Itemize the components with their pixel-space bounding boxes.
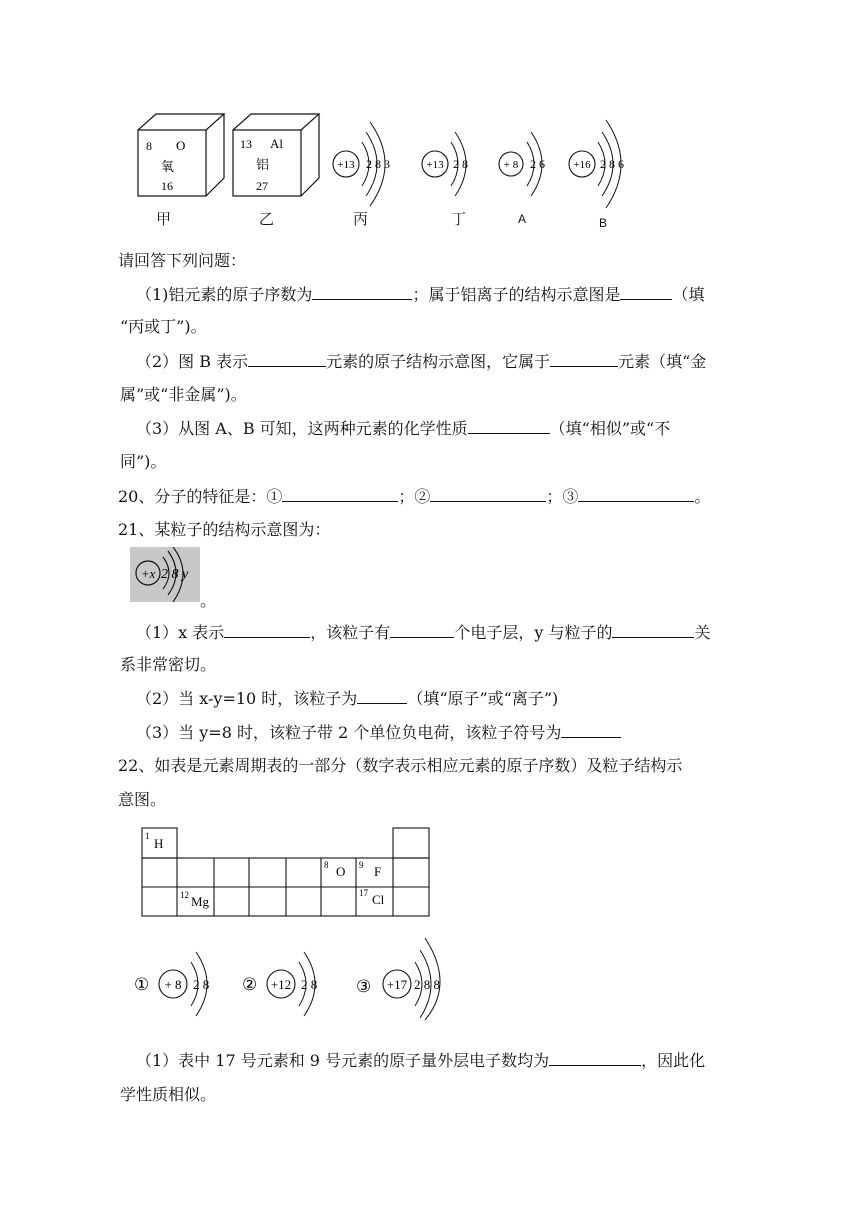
- atom-bing-nucleus: +13: [337, 159, 355, 171]
- q20-text-b: ；②: [398, 487, 431, 506]
- table-mg-symbol: Mg: [191, 894, 210, 909]
- q22-1-blank[interactable]: [549, 1051, 641, 1066]
- table-cl-number: 17: [359, 888, 368, 898]
- particle-image-period: 。: [200, 591, 217, 610]
- question-1-line-1: [136, 282, 704, 305]
- q21-1-text-b: ，该粒子有: [310, 623, 391, 642]
- q21-1-blank-3[interactable]: [612, 623, 694, 638]
- caption-ding: 丁: [451, 210, 467, 228]
- particle-2-nucleus: +12: [270, 977, 292, 992]
- element-box-aluminium: [233, 114, 319, 196]
- particle-structure-image: [130, 547, 200, 602]
- particle-2-label: ②: [242, 975, 258, 994]
- caption-a: A: [518, 212, 527, 226]
- q2-text-a: （2）图 B 表示: [136, 352, 249, 371]
- table-o-symbol: O: [336, 864, 346, 879]
- q1-text-b: ；属于铝离子的结构示意图是: [412, 285, 621, 304]
- q20-blank-1[interactable]: [282, 487, 398, 502]
- particle-3-label: ③: [356, 977, 372, 996]
- question-21-line: 21、某粒子的结构示意图为：: [118, 520, 331, 539]
- atom-ding-nucleus: +13: [426, 159, 444, 171]
- question-2-line-1: [136, 349, 706, 372]
- box1-name: 氧: [161, 159, 175, 174]
- q3-text-a: （3）从图 A、B 可知，这两种元素的化学性质: [136, 419, 468, 438]
- question-20-line: [118, 484, 710, 507]
- atom-ding-shells: 2 8: [453, 157, 468, 171]
- question-22-1-line-2: 学性质相似。: [120, 1085, 217, 1104]
- box2-mass: 27: [256, 179, 268, 193]
- q1-blank-2[interactable]: [620, 285, 672, 300]
- q21-1-text-d: 关: [694, 623, 711, 642]
- atom-b-shells: 2 8 6: [600, 157, 624, 171]
- q21-2-blank[interactable]: [357, 689, 407, 704]
- box1-symbol: O: [176, 138, 186, 153]
- atom-diagram-a: [499, 132, 545, 196]
- particle-1-label: ①: [134, 975, 150, 994]
- table-f-symbol: F: [374, 864, 382, 879]
- atom-diagram-bing: [333, 122, 390, 206]
- table-h-number: 1: [145, 831, 150, 841]
- periodic-table-fragment: [140, 826, 434, 920]
- q22-1-text-b: ，因此化: [641, 1051, 706, 1070]
- particle-diagram-1: [134, 952, 209, 1016]
- figure-element-diagrams: [130, 108, 650, 238]
- caption-yi: 乙: [259, 210, 275, 228]
- table-h-symbol: H: [154, 836, 164, 851]
- q2-blank-1[interactable]: [248, 352, 326, 367]
- atom-a-shells: 2 6: [530, 157, 545, 171]
- q21-3-blank[interactable]: [561, 723, 621, 738]
- table-o-number: 8: [324, 860, 329, 870]
- question-21-3-line: [136, 720, 621, 743]
- question-1-line-2: “丙或丁”)。: [120, 317, 207, 336]
- particle-nucleus: +x: [140, 566, 156, 581]
- box2-name: 铝: [256, 157, 270, 172]
- table-cl-symbol: Cl: [372, 892, 385, 907]
- atom-diagram-ding: [422, 132, 468, 196]
- q1-text-a: （1)铝元素的原子序数为: [136, 285, 313, 304]
- q20-text-c: ；③: [546, 487, 579, 506]
- q21-1-text-a: （1）x 表示: [136, 623, 225, 642]
- question-2-line-2: 属”或“非金属”)。: [120, 385, 247, 404]
- element-box-oxygen: [138, 114, 224, 196]
- question-21-1-line-2: 系非常密切。: [120, 655, 217, 674]
- q2-text-c: 元素（填“金: [618, 352, 707, 371]
- caption-jia: 甲: [156, 210, 172, 228]
- q22-1-text-a: （1）表中 17 号元素和 9 号元素的原子量外层电子数均为: [136, 1051, 550, 1070]
- q21-1-blank-2[interactable]: [390, 623, 454, 638]
- q3-text-b: （填“相似”或“不: [549, 419, 671, 438]
- q20-text-a: 20、分子的特征是：①: [118, 487, 283, 506]
- q20-blank-2[interactable]: [430, 487, 546, 502]
- q20-text-d: 。: [694, 487, 711, 506]
- intro-line: 请回答下列问题：: [118, 251, 247, 270]
- table-f-number: 9: [359, 860, 364, 870]
- particle-1-shells: 2 8: [193, 977, 210, 992]
- particle-diagrams-row: [130, 932, 470, 1020]
- q20-blank-3[interactable]: [578, 487, 694, 502]
- box1-mass: 16: [161, 179, 173, 193]
- q1-blank-1[interactable]: [312, 285, 412, 300]
- q21-1-blank-1[interactable]: [224, 623, 310, 638]
- q21-1-text-c: 个电子层，y 与粒子的: [454, 623, 613, 642]
- box2-symbol: Al: [270, 136, 283, 151]
- atom-b-nucleus: +16: [573, 159, 591, 171]
- particle-diagram-2: [242, 952, 317, 1016]
- q21-2-text-b: （填“原子”或“离子”): [407, 689, 559, 708]
- q3-blank[interactable]: [468, 419, 550, 434]
- question-22-line-2: 意图。: [118, 790, 167, 809]
- q2-text-b: 元素的原子结构示意图，它属于: [326, 352, 551, 371]
- atom-diagram-b: [569, 120, 624, 208]
- box2-number: 13: [240, 137, 252, 151]
- q21-3-text: （3）当 y=8 时，该粒子带 2 个单位负电荷，该粒子符号为: [136, 723, 562, 742]
- question-22-line-1: 22、如表是元素周期表的一部分（数字表示相应元素的原子序数）及粒子结构示: [118, 756, 683, 775]
- q21-2-text-a: （2）当 x-y=10 时，该粒子为: [136, 689, 358, 708]
- atom-a-nucleus: + 8: [503, 159, 519, 171]
- particle-3-nucleus: +17: [386, 977, 408, 992]
- question-21-2-line: [136, 686, 558, 709]
- q2-blank-2[interactable]: [550, 352, 618, 367]
- atom-bing-shells: 2 8 3: [366, 157, 390, 171]
- q1-text-c: （填: [672, 285, 705, 304]
- question-21-1-line-1: [136, 620, 710, 643]
- particle-shells: 2 8 y: [161, 567, 189, 582]
- particle-3-shells: 2 8 8: [414, 977, 440, 992]
- particle-2-shells: 2 8: [301, 977, 318, 992]
- table-mg-number: 12: [180, 890, 189, 900]
- caption-bing: 丙: [353, 210, 369, 228]
- box1-number: 8: [146, 139, 152, 153]
- question-3-line-1: [136, 416, 670, 439]
- particle-1-nucleus: + 8: [164, 977, 182, 992]
- question-3-line-2: 同”)。: [120, 452, 167, 471]
- question-22-1-line-1: [136, 1048, 705, 1071]
- particle-diagram-3: [356, 938, 440, 1020]
- caption-b: B: [599, 216, 608, 230]
